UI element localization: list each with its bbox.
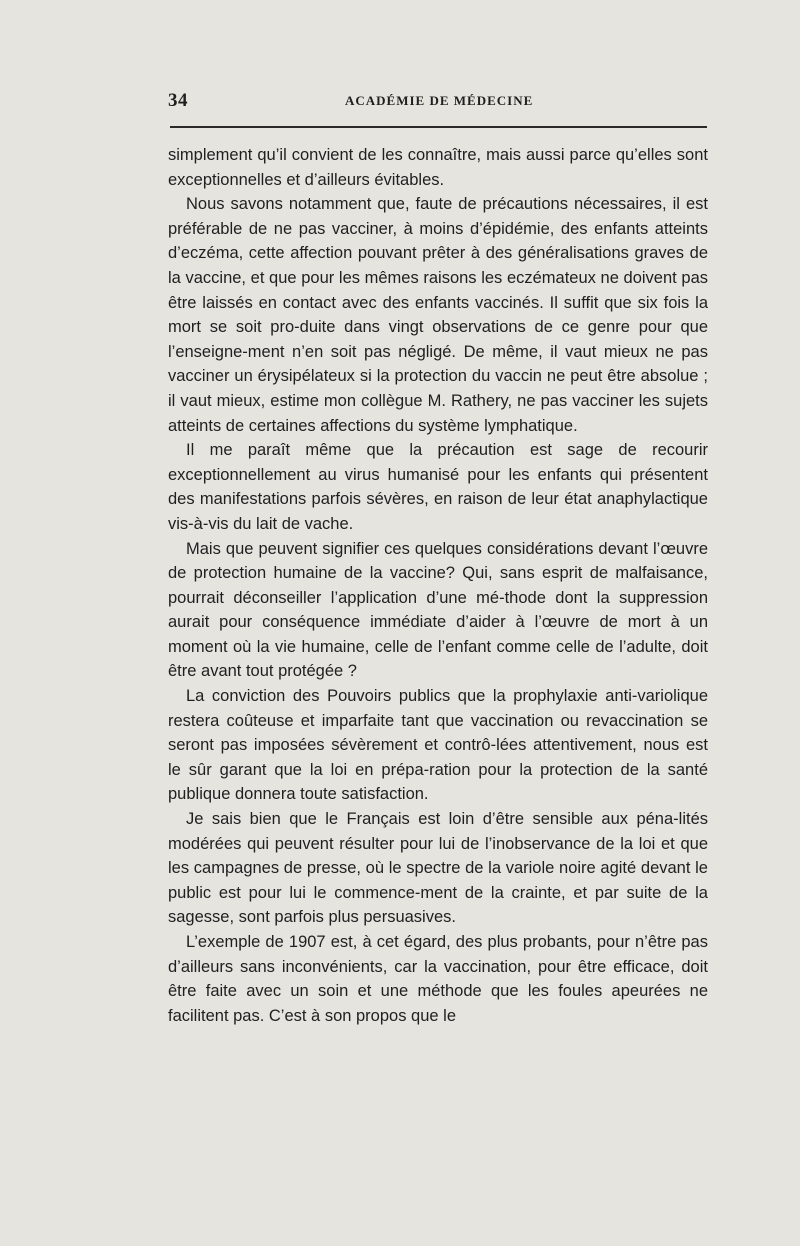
page-number: 34 <box>168 90 188 111</box>
paragraph: L’exemple de 1907 est, à cet égard, des plus probants, pour n’être pas d’ailleurs sans inconvénients, car la vaccination, pour être efficace, doit être faite avec un soin et une méthode que les foules apeurées ne facilitent pas. C’est à son propos que le <box>168 933 708 1025</box>
paragraph: Nous savons notamment que, faute de précautions nécessaires, il est préférable de ne pas vacciner, à moins d’épidémie, des enfants atteints d’eczéma, cette affection pouvant prêter à des généralisations graves de la vaccine, et que pour les mêmes raisons les eczémateux ne doivent pas être laissés en contact avec des enfants vaccinés. Il suffit que six fois la mort se soit pro-duite dans vingt observations de ce genre pour que l’enseigne-ment n’en soit pas négligé. De même, il vaut mieux ne pas vacciner un érysipélateux si la protection du vaccin ne peut être absolue ; il vaut mieux, estime mon collègue M. Rathery, ne pas vacciner les sujets atteints de certaines affections du système lymphatique. <box>168 195 708 435</box>
header-rule <box>170 126 707 128</box>
running-head: ACADÉMIE DE MÉDECINE <box>345 93 534 108</box>
paragraph: La conviction des Pouvoirs publics que la prophylaxie anti-variolique restera coûteuse et imparfaite tant que vaccination ou revaccination se seront pas imposées sévèrement et contrô-lées attentivement, nous est le sûr garant que la loi en prépa-ration pour la protection de la santé publique donnera toute satisfaction. <box>168 687 708 804</box>
paragraph: simplement qu’il convient de les connaître, mais aussi parce qu’elles sont exceptionnelles et d’ailleurs évitables. <box>168 146 708 189</box>
body-text <box>168 143 708 1028</box>
paragraph: Je sais bien que le Français est loin d’être sensible aux péna-lités modérées qui peuvent résulter pour lui de l’inobservance de la loi et que les campagnes de presse, où le spectre de la variole noire agité devant le public est pour lui le commence-ment de la crainte, et par suite de la sagesse, sont parfois plus persuasives. <box>168 810 708 927</box>
paragraph: Mais que peuvent signifier ces quelques considérations devant l’œuvre de protection humaine de la vaccine? Qui, sans esprit de malfaisance, pourrait déconseiller l’application d’une mé-thode dont la suppression aurait pour conséquence immédiate d’aider à l’œuvre de mort à un moment où la vie humaine, celle de l’enfant comme celle de l’adulte, doit être avant tout protégée ? <box>168 539 708 681</box>
paragraph: Il me paraît même que la précaution est sage de recourir exceptionnellement au virus humanisé pour les enfants qui présentent des manifestations parfois sévères, en raison de leur état anaphylactique vis-à-vis du lait de vache. <box>168 441 708 533</box>
